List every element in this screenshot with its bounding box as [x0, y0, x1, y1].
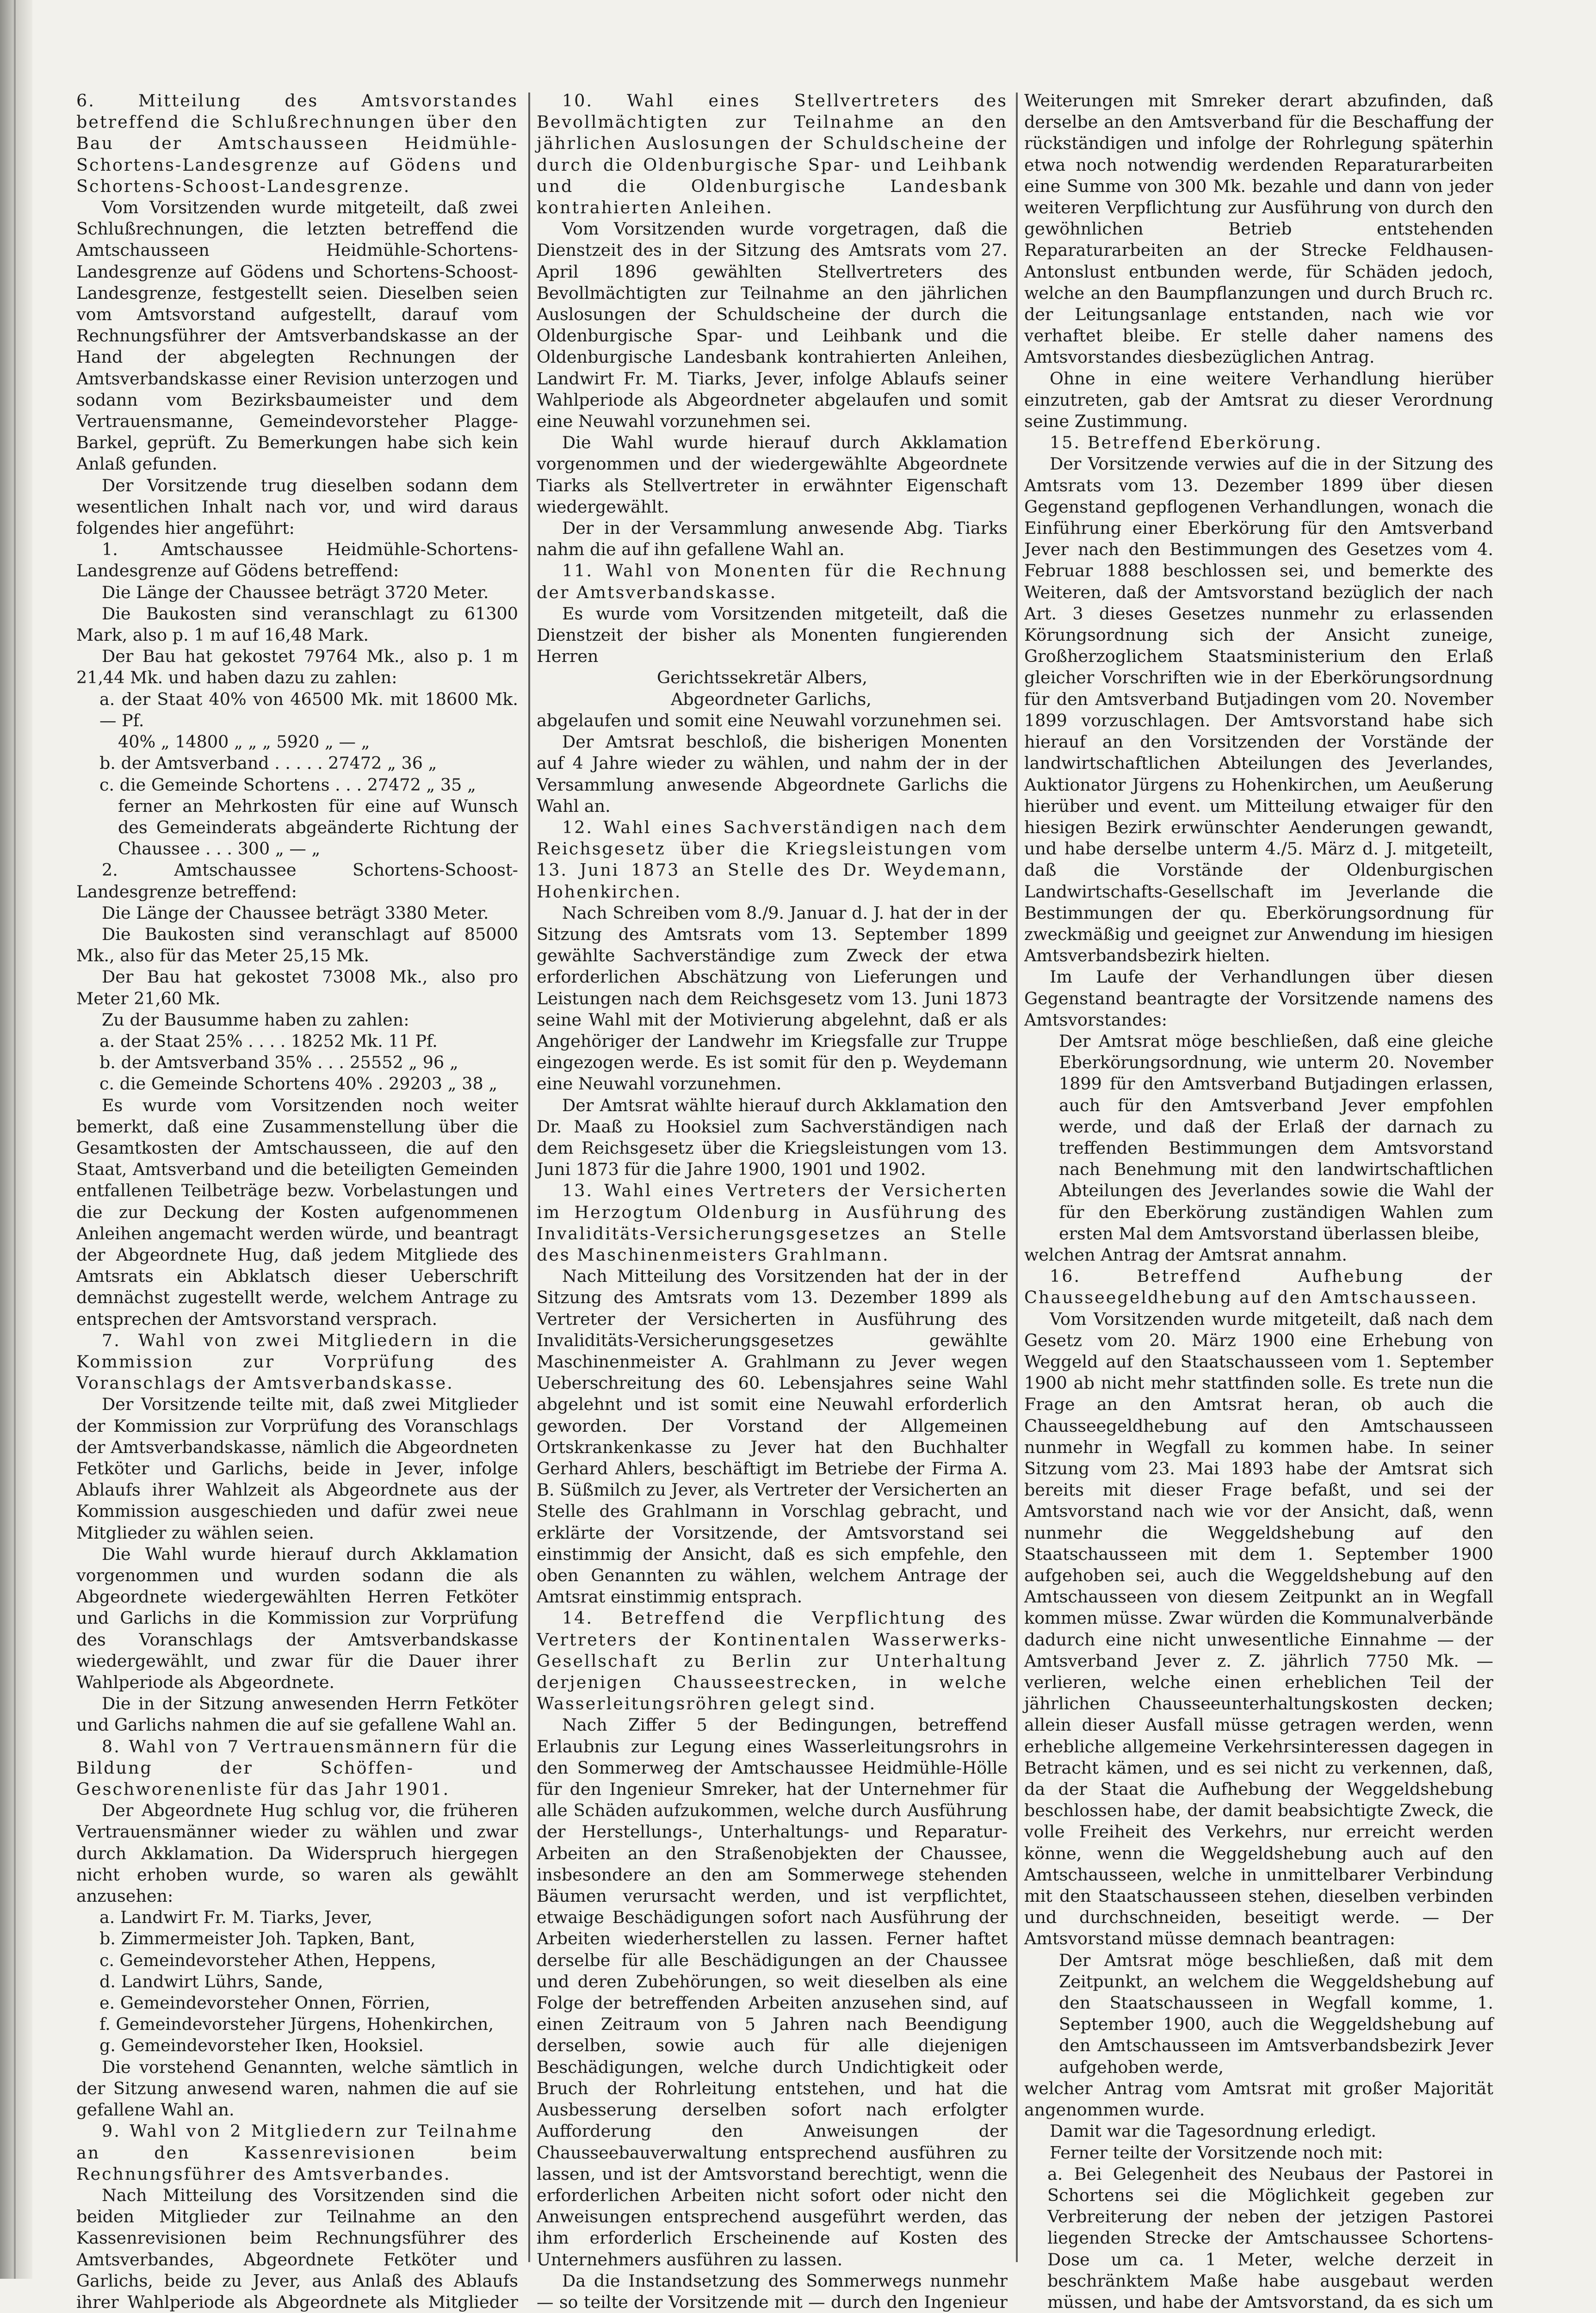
column-rule-2 — [1016, 93, 1018, 2262]
paragraph: Vom Vorsitzenden wurde mitgeteilt, daß nach dem Gesetz vom 20. März 1900 eine Erhebung von Weggeld auf den Staatschausseen vom 1. September 1900 ab nicht mehr stattfinden solle. Es trete nun die Frage an den Amtsrat heran, ob auch die Chausseegeldhebung auf den Amtschausseen nunmehr in Wegfall zu kommen habe. In seiner Sitzung vom 23. Mai 1893 habe der Amtsrat sich bereits mit dieser Frage befaßt, und sei der Amtsvorstand nach wie vor der Ansicht, daß, wenn nunmehr die Weggeldshebung auf den Staatschausseen mit dem 1. September 1900 aufgehoben sei, auch die Weggeldshebung auf den Amtschausseen von diesem Zeitpunkt an in Wegfall kommen müsse. Zwar würden die Kommunalverbände dadurch eine nicht unwesentliche Einnahme — der Amtsverband Jever z. Z. jährlich 7750 Mk. — verlieren, welche einen erheblichen Teil der jährlichen Chausseeunterhaltungskosten decken; allein dieser Ausfall müsse getragen werden, wenn erhebliche allgemeine Verkehrsinteressen dagegen in Betracht kämen, und es sei nicht zu verkennen, daß, da der Staat die Aufhebung der Weggeldshebung beschlossen habe, der damit beabsichtigte Zweck, die volle Freiheit des Verkehrs, nur erreicht werden könne, wenn die Weggeldshebung auch auf den Amtschausseen, welche in unmittelbarer Verbindung mit den Staatschausseen stehen, dieselben verbinden und durchschneiden, beseitigt werde. — Der Amtsvorstand müsse demnach beantragen: — [1024, 1309, 1493, 1949]
heading-9: 9. Wahl von 2 Mitgliedern zur Teilnahme an den Kassenrevisionen beim Rechnungsführer des Amtsverbandes. — [76, 2121, 518, 2184]
cost-line: ferner an Mehrkosten für eine auf Wunsch des Gemeinderats abgeänderte Richtung der Chaussee . . . 300 „ — „ — [118, 796, 518, 859]
paragraph: Ferner teilte der Vorsitzende noch mit: — [1050, 2142, 1383, 2163]
cost-line: c. die Gemeinde Schortens 40% . 29203 „ 38 „ — [99, 1074, 498, 1094]
paragraph: Der Vorsitzende verwies auf die in der Sitzung des Amtsrats vom 13. Dezember 1899 über diesen Gegenstand gepflogenen Verhandlungen, wonach die Einführung einer Eberkörung für den Amtsverband Jever nach den Bestimmungen des Gesetzes vom 4. Februar 1888 beschlossen sei, und bemerkte des Weiteren, daß der Amtsvorstand bezüglich der nach Art. 3 dieses Gesetzes nunmehr zu erlassenden Körungsordnung sich der Ansicht zuneige, Großherzoglichem Staatsministerium den Erlaß gleicher Vorschriften wie in der Eberkörungsordnung für den Amtsverband Butjadingen vom 20. November 1899 vorzuschlagen. Der Amtsvorstand habe sich hierauf an den Vorsitzenden der Vorstände der landwirtschaftlichen Abteilungen des Jeverlandes, Auktionator Jürgens zu Hohenkirchen, um Aeußerung hierüber und event. um Mitteilung etwaiger für den hiesigen Bezirk erwünschter Aenderungen gewandt, und habe derselbe unterm 4./5. März d. J. mitgeteilt, daß die Vorstände der Oldenburgischen Landwirtschafts-Gesellschaft im Jeverlande die Bestimmungen der qu. Eberkörungsordnung für zweckmäßig und geeignet zur Anwendung im hiesigen Amtsverbandsbezirk hielten. — [1024, 454, 1493, 966]
paragraph: Die vorstehend Genannten, welche sämtlich in der Sitzung anwesend waren, nahmen die auf sie gefallene Wahl an. — [76, 2057, 518, 2120]
paragraph: Weiterungen mit Smreker derart abzufinden, daß derselbe an den Amtsverband für die Beschaffung der rückständigen und infolge der Rohrlegung späterhin etwa noch notwendig werdenden Reparaturarbeiten eine Summe von 300 Mk. bezahle und dann von jeder weiteren Verpflichtung zur Ausführung von durch den gewöhnlichen Betrieb entstehenden Reparaturarbeiten an der Strecke Feldhausen-Antonslust entbunden werde, für Schäden jedoch, welche an den Baumpflanzungen und durch Bruch rc. der Leitungsanlage entstanden, nach wie vor verhaftet bleibe. Er stelle daher namens des Amtsvorstandes diesbezüglichen Antrag. — [1024, 91, 1493, 367]
paragraph: Die in der Sitzung anwesenden Herrn Fetköter und Garlichs nahmen die auf sie gefallene Wahl an. — [76, 1694, 518, 1735]
paragraph: Der Abgeordnete Hug schlug vor, die früheren Vertrauensmänner wieder zu wählen und zwar durch Akklamation. Da Widerspruch hiergegen nicht erhoben wurde, so waren als gewählt anzusehen: — [76, 1800, 518, 1906]
list-item: f. Gemeindevorsteher Jürgens, Hohenkirchen, — [99, 2014, 494, 2035]
paragraph: Die Länge der Chaussee beträgt 3720 Meter. — [102, 582, 489, 602]
column-rule-1 — [528, 93, 530, 2262]
paragraph: Die Wahl wurde hierauf durch Akklamation vorgenommen und wurden sodann die als Abgeordnete wiedergewählten Herren Fetköter und Garlichs in die Kommission zur Vorprüfung des Voranschlags der Amtsverbandskasse wiedergewählt, und zwar für die Dauer ihrer Wahlperiode als Abgeordnete. — [76, 1544, 518, 1693]
cost-line: b. der Amtsverband 35% . . . 25552 „ 96 „ — [99, 1052, 458, 1073]
column-3 — [1024, 90, 1493, 2313]
heading-16: 16. Betreffend Aufhebung der Chausseegeldhebung auf den Amtschausseen. — [1024, 1266, 1493, 1308]
list-item: d. Landwirt Lührs, Sande, — [99, 1971, 323, 1991]
list-item: b. Zimmermeister Joh. Tapken, Bant, — [99, 1929, 415, 1949]
paragraph: Der Bau hat gekostet 73008 Mk., also pro Meter 21,60 Mk. — [76, 967, 518, 1008]
paragraph: Im Laufe der Verhandlungen über diesen Gegenstand beantragte der Vorsitzende namens des Amtsvorstandes: — [1024, 967, 1493, 1030]
paragraph: Nach Schreiben vom 8./9. Januar d. J. hat der in der Sitzung des Amtsrats vom 13. September 1899 gewählte Sachverständige zum Zweck der etwa erforderlichen Abschätzung von Lieferungen und Leistungen nach dem Reichsgesetz vom 13. Juni 1873 seine Wahl mit der Motivierung abgelehnt, daß er als Angehöriger der Landwehr im Kriegsfalle zur Truppe eingezogen werde. Es ist somit für den p. Weydemann eine Neuwahl vorzunehmen. — [537, 903, 1008, 1094]
list-item: e. Gemeindevorsteher Onnen, Förrien, — [99, 1993, 430, 2013]
paragraph: Vom Vorsitzenden wurde mitgeteilt, daß zwei Schlußrechnungen, die letzten betreffend die Amtschausseen Heidmühle-Schortens-Landesgrenze auf Gödens und Schortens-Schoost-Landesgrenze, festgestellt seien. Dieselben seien vom Amtsvorstand aufgestellt, darauf vom Rechnungsführer der Amtsverbandskasse an der Hand der abgelegten Rechnungen der Amtsverbandskasse einer Revision unterzogen und sodann vom Bezirksbaumeister und dem Vertrauensmanne, Gemeindevorsteher Plagge-Barkel, geprüft. Zu Bemerkungen habe sich kein Anlaß gefunden. — [76, 198, 518, 474]
cost-line: b. der Amtsverband . . . . . 27472 „ 36 „ — [99, 753, 437, 773]
heading-12: 12. Wahl eines Sachverständigen nach dem Reichsgesetz über die Kriegsleistungen vom 13. Juni 1873 an Stelle des Dr. Weydemann, Hohenkirchen. — [537, 817, 1008, 902]
paragraph: Der Amtsrat wählte hierauf durch Akklamation den Dr. Maaß zu Hooksiel zum Sachverständigen nach dem Reichsgesetz über die Kriegsleistungen vom 13. Juni 1873 für die Jahre 1900, 1901 und 1902. — [537, 1095, 1008, 1180]
heading-7: 7. Wahl von zwei Mitgliedern in die Kommission zur Vorprüfung des Voranschlags der Amtsverbandskasse. — [76, 1330, 518, 1393]
paragraph: Der Vorsitzende trug dieselben sodann dem wesentlichen Inhalt nach vor, und wird daraus folgendes hier angeführt: — [76, 475, 518, 538]
cost-line: c. die Gemeinde Schortens . . . 27472 „ 35 „ — [99, 774, 476, 795]
paragraph: Der in der Versammlung anwesende Abg. Tiarks nahm die auf ihn gefallene Wahl an. — [537, 518, 1008, 560]
paragraph: Nach Ziffer 5 der Bedingungen, betreffend Erlaubnis zur Legung eines Wasserleitungsrohrs in den Sommerweg der Amtschaussee Heidmühle-Hölle für den Ingenieur Smreker, hat der Unternehmer für alle Schäden aufzukommen, welche durch Ausführung der Herstellungs-, Unterhaltungs- und Reparatur-Arbeiten an den Straßenobjekten der Chaussee, insbesondere an den am Sommerwege stehenden Bäumen verursacht werden, und ist verpflichtet, etwaige Beschädigungen sofort nach Ausführung der Arbeiten wiederherstellen zu lassen. Ferner haftet derselbe für alle Beschädigungen an der Chaussee und deren Zubehörungen, so weit dieselben als eine Folge der betreffenden Arbeiten anzusehen sind, auf einen Zeitraum von 5 Jahren nach Beendigung derselben, sowie auch für alle diejenigen Beschädigungen, welche durch Undichtigkeit oder Bruch der Rohrleitung entstehen, und hat die Ausbesserung derselben sofort nach erfolgter Aufforderung den Anweisungen der Chausseebauverwaltung entsprechend ausführen zu lassen, und ist der Amtsvorstand berechtigt, wenn die erforderlichen Arbeiten nicht sofort oder nicht den Anweisungen entsprechend ausgeführt werden, das ihm erforderlich Erscheinende auf Kosten des Unternehmers ausführen zu lassen. — [537, 1715, 1008, 2270]
heading-15: 15. Betreffend Eberkörung. — [1050, 433, 1323, 453]
paragraph: Da die Instandsetzung des Sommerwegs nunmehr — so teilte der Vorsitzende mit — durch den Ingenieur — [537, 2270, 1008, 2312]
cost-line: 40% „ 14800 „ „ „ 5920 „ — „ — [118, 732, 370, 752]
paragraph: Damit war die Tagesordnung erledigt. — [1050, 2121, 1377, 2141]
heading-13: 13. Wahl eines Vertreters der Versicherten im Herzogtum Oldenburg in Ausführung des Invaliditäts-Versicherungsgesetzes an Stelle des Maschinenmeisters Grahlmann. — [537, 1181, 1008, 1265]
paragraph: abgelaufen und somit eine Neuwahl vorzunehmen sei. — [537, 710, 1002, 730]
paragraph: Der Vorsitzende teilte mit, daß zwei Mitglieder der Kommission zur Vorprüfung des Voranschlags der Amtsverbandskasse, nämlich die Abgeordneten Fetköter und Garlichs, beide in Jever, infolge Ablaufs ihrer Wahlzeit als Abgeordnete aus der Kommission ausgeschieden und dafür zwei neue Mitglieder zu wählen seien. — [76, 1394, 518, 1543]
paragraph: Die Baukosten sind veranschlagt auf 85000 Mk., also für das Meter 25,15 Mk. — [76, 924, 518, 966]
column-2 — [537, 90, 1008, 2313]
paragraph: Vom Vorsitzenden wurde vorgetragen, daß die Dienstzeit des in der Sitzung des Amtsrats vom 27. April 1896 gewählten Stellvertreters des Bevollmächtigten zur Teilnahme an den jährlichen Auslosungen der Schuldscheine der durch die Oldenburgische Spar- und Leihbank und die Oldenburgische Landesbank kontrahierten Anleihen, Landwirt Fr. M. Tiarks, Jever, infolge Ablaufs seiner Wahlperiode als Abgeordneter abgelaufen und somit eine Neuwahl vorzunehmen sei. — [537, 219, 1008, 432]
heading-6: 6. Mitteilung des Amtsvorstandes betreffend die Schlußrechnungen über den Bau der Amtschausseen Heidmühle-Schortens-Landesgrenze auf Gödens und Schortens-Schoost-Landesgrenze. — [76, 91, 518, 196]
binding-shadow — [14, 0, 16, 2279]
paragraph: Nach Mitteilung des Vorsitzenden hat der in der Sitzung des Amtsrats vom 13. Dezember 1899 als Vertreter der Versicherten in Ausführung des Invaliditäts-Versicherungsgesetzes gewählte Maschinenmeister A. Grahlmann zu Jever wegen Ueberschreitung des 60. Lebensjahres seine Wahl abgelehnt und ist somit eine Neuwahl erforderlich geworden. Der Vorstand der Allgemeinen Ortskrankenkasse zu Jever hat den Buchhalter Gerhard Ahlers, beschäftigt im Betriebe der Firma A. B. Süßmilch zu Jever, als Vertreter der Versicherten an Stelle des Grahlmann in Vorschlag gebracht, und erklärte der Vorsitzende, der Amtsvorstand sei einstimmig der Ansicht, daß es sich empfehle, den oben Genannten zu wählen, welchem Antrage der Amtsrat einstimmig entsprach. — [537, 1266, 1008, 1607]
column-1 — [76, 90, 518, 2313]
paragraph: Der Amtsrat beschloß, die bisherigen Monenten auf 4 Jahre wieder zu wählen, und nahm der in der Versammlung anwesende Abgeordnete Garlichs die Wahl an. — [537, 732, 1008, 816]
paragraph: Ohne in eine weitere Verhandlung hierüber einzutreten, gab der Amtsrat zu dieser Verordnung seine Zustimmung. — [1024, 368, 1493, 432]
cost-line: a. der Staat 25% . . . . 18252 Mk. 11 Pf. — [99, 1031, 438, 1051]
heading-8: 8. Wahl von 7 Vertrauensmännern für die Bildung der Schöffen- und Geschworenenliste für das Jahr 1901. — [76, 1736, 518, 1800]
name-line: Gerichtssekretär Albers, — [657, 668, 867, 688]
paragraph: Die Baukosten sind veranschlagt zu 61300 Mark, also p. 1 m auf 16,48 Mark. — [76, 603, 518, 645]
paragraph: welchen Antrag der Amtsrat annahm. — [1024, 1244, 1348, 1265]
motion-text: Der Amtsrat möge beschließen, daß eine gleiche Eberkörungsordnung, wie unterm 20. November 1899 für den Amtsverband Butjadingen erlassen, auch für den Amtsverband Jever empfohlen werde, und daß der Erlaß der darnach zu treffenden Bestimmungen dem Amtsvorstand nach Benehmung mit den landwirtschaftlichen Abteilungen des Jeverlandes sowie die Wahl der für den Eberkörung zuständigen Wahlen zum ersten Mal dem Amtsvorstand überlassen bleibe, — [1059, 1031, 1493, 1243]
heading-14: 14. Betreffend die Verpflichtung des Vertreters der Kontinentalen Wasserwerks-Gesellschaft zu Berlin zur Unterhaltung derjenigen Chausseestrecken, in welche Wasserleitungsröhren gelegt sind. — [537, 1608, 1008, 1714]
paragraph: Nach Mitteilung des Vorsitzenden sind die beiden Mitglieder zur Teilnahme an den Kassenrevisionen beim Rechnungsführer des Amtsverbandes, Abgeordnete Fetköter und Garlichs, beide zu Jever, aus Anlaß des Ablaufs ihrer Wahlperiode als Abgeordnete als Mitglieder — [76, 2185, 518, 2312]
paragraph: Die Länge der Chaussee beträgt 3380 Meter. — [102, 903, 489, 923]
paragraph: Es wurde vom Vorsitzenden noch weiter bemerkt, daß eine Zusammenstellung über die Gesamtkosten der Amtschausseen, die auf den Staat, Amtsverband und die beteiligten Gemeinden entfallenen Teilbeträge bezw. Vorbelastungen und die zur Deckung der Kosten aufgenommenen Anleihen angemacht werden würde, und beantragt der Abgeordnete Hug, daß jedem Mitgliede des Amtsrats ein Abklatsch dieser Ueberschrift demnächst zugestellt werde, welchem Antrage zu entsprechen der Amtsvorstand versprach. — [76, 1095, 518, 1329]
paragraph: Der Bau hat gekostet 79764 Mk., also p. 1 m 21,44 Mk. und haben dazu zu zahlen: — [76, 646, 518, 688]
page-binding-edge — [0, 0, 32, 2279]
heading-10: 10. Wahl eines Stellvertreters des Bevollmächtigten zur Teilnahme an den jährlichen Auslosungen der Schuldscheine der durch die Oldenburgische Spar- und Leihbank und die Oldenburgische Landesbank kontrahierten Anleihen. — [537, 91, 1008, 218]
paragraph: Es wurde vom Vorsitzenden mitgeteilt, daß die Dienstzeit der bisher als Monenten fungierenden Herren — [537, 603, 1008, 667]
paragraph: welcher Antrag vom Amtsrat mit großer Majorität angenommen wurde. — [1024, 2078, 1493, 2120]
motion-text: Der Amtsrat möge beschließen, daß mit dem Zeitpunkt, an welchem die Weggeldshebung auf den Staatschausseen in Wegfall komme, 1. September 1900, auch die Weggeldshebung auf den Amtschausseen im Amtsverbandsbezirk Jever aufgehoben werde, — [1059, 1950, 1493, 2077]
heading-11: 11. Wahl von Monenten für die Rechnung der Amtsverbandskasse. — [537, 561, 1008, 602]
paragraph: Zu der Bausumme haben zu zahlen: — [102, 1009, 409, 1030]
list-item: a. Landwirt Fr. M. Tiarks, Jever, — [99, 1907, 372, 1928]
paragraph: 2. Amtschaussee Schortens-Schoost-Landesgrenze betreffend: — [76, 860, 518, 902]
list-item: a. Bei Gelegenheit des Neubaus der Pastorei in Schortens sei die Möglichkeit gegeben zur Verbreiterung der neben der jetzigen Pastorei liegenden Strecke der Amtschaussee Schortens-Dose um ca. 1 Meter, welche derzeit in beschränktem Maße habe ausgebaut werden müssen, und habe der Amtsvorstand, da es sich um — [1047, 2164, 1493, 2312]
paragraph: Die Wahl wurde hierauf durch Akklamation vorgenommen und der wiedergewählte Abgeordnete Tiarks als Stellvertreter in erwähnter Eigenschaft wiedergewählt. — [537, 433, 1008, 517]
list-item: c. Gemeindevorsteher Athen, Heppens, — [99, 1950, 436, 1970]
list-item: g. Gemeindevorsteher Iken, Hooksiel. — [99, 2035, 424, 2056]
paragraph: 1. Amtschaussee Heidmühle-Schortens-Landesgrenze auf Gödens betreffend: — [76, 539, 518, 581]
cost-line: a. der Staat 40% von 46500 Mk. mit 18600 Mk. — Pf. — [99, 689, 518, 730]
name-line: Abgeordneter Garlichs, — [671, 689, 872, 709]
